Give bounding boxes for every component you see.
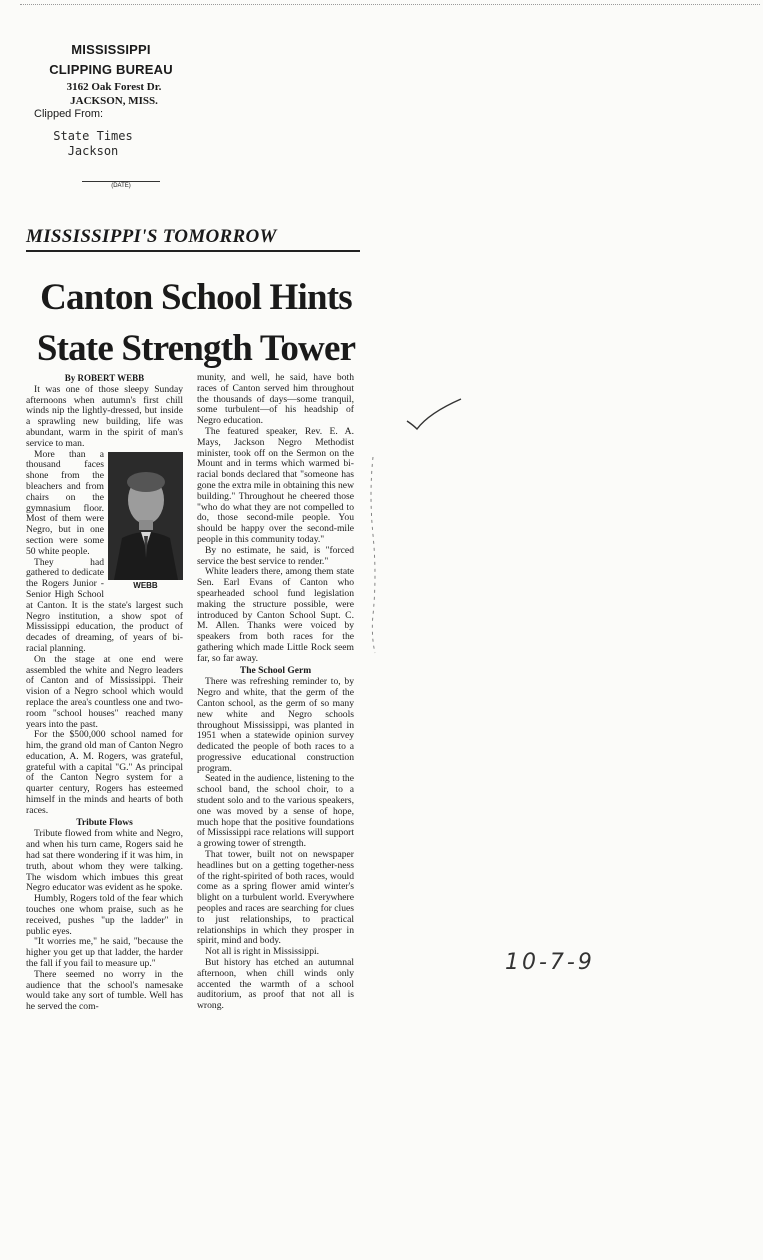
scan-edge-line xyxy=(20,4,760,7)
paragraph: That tower, built not on newspaper headlines but on a getting together-ness of the right-spirited of both races, would come as a spring flower amid winter's blight on a turbulent world. Everywhere peoples and races are searching for clues to just relationships, to practical relationships in which they prosper in spirit, mind and body. xyxy=(197,849,354,947)
handwritten-date: 10-7-9 xyxy=(505,950,595,975)
paragraph: There seemed no worry in the audience that the school's namesake would take any sort of tumble. Well has he served the com- xyxy=(26,968,183,1013)
bureau-name xyxy=(46,40,176,80)
paragraph: munity, and well, he said, have both races of Canton served him throughout the thousands of days—some tranquil, some turbulent—of his headship of Negro education. xyxy=(197,372,354,427)
paragraph: More than a thousand faces shone from the bleachers and from chairs on the gymnasium floor. Most of them were Negro, but in one section were some 50 white people. xyxy=(26,448,104,557)
paragraph: On the stage at one end were assembled the white and Negro leaders of Canton and of Mississippi. Their vision of a Negro school which would replace the area's countless one and two-room "school houses" reached many years into the past. xyxy=(26,653,183,730)
bureau-address xyxy=(54,80,174,108)
handwritten-check-icon xyxy=(405,395,465,435)
bureau-name-line2: CLIPPING BUREAU xyxy=(49,62,173,77)
paragraph: But history has etched an autumnal afternoon, when chill winds only accented the warmth of a school auditorium, as proof that not all is wrong. xyxy=(197,957,354,1012)
paragraph: "It worries me," he said, "because the higher you get up that ladder, the harder the fall if you fail to measure up." xyxy=(26,936,183,970)
article-column-1 xyxy=(26,373,183,1013)
bureau-address-line1: 3162 Oak Forest Dr. xyxy=(66,81,162,93)
paragraph: There was refreshing reminder to, by Negro and white, that the germ of the Canton school, as the germ of so many new white and Negro schools throughout Mississippi, was planted in 1951 when a statewide opinion survey dedicated the people of both races to a progressive educational construction program. xyxy=(197,676,354,774)
paragraph: Not all is right in Mississippi. xyxy=(205,946,320,958)
paragraph: White leaders there, among them state Sen. Earl Evans of Canton who spearheaded school fund legislation making the structure possible, were introduced by Canton School Supt. C. M. Allen. Thanks were voiced by speakers from both races for the gathering which made Little Rock seem far, so far away. xyxy=(197,566,354,664)
paragraph: The featured speaker, Rev. E. A. Mays, Jackson Negro Methodist minister, took off on the Sermon on the Mount and in terms which warmed bi-racial bonds declared that "someone has gone the extra mile in obtaining this new building." Throughout he cheered those "who do what they are not compelled to do, those second-mile people. You should be happy over the second-mile people in this community today." xyxy=(197,425,354,545)
author-portrait-image xyxy=(108,452,183,580)
date-label: (DATE) xyxy=(111,183,131,189)
bureau-address-line2: JACKSON, MISS. xyxy=(70,95,158,107)
paragraph: Seated in the audience, listening to the school band, the school choir, to a student solo and to the various speakers, one was moved by a sense of hope, much hope that the positive foundations of Mississippi race relations will support a growing tower of strength. xyxy=(197,773,354,850)
headline xyxy=(26,272,366,374)
subhead-school-germ: The School Germ xyxy=(239,665,312,676)
paragraph: For the $500,000 school named for him, the grand old man of Canton Negro education, A. M. Rogers, was grateful, grateful with a capital "G." As principal of the Canton Negro system for a quarter century, Rogers has esteemed himself in the minds and hearts of both races. xyxy=(26,729,183,816)
section-kicker: MISSISSIPPI'S TOMORROW xyxy=(26,226,360,252)
paragraph: It was one of those sleepy Sunday afternoons when autumn's first chill winds nip the lightly-dressed, but inside a sprawling new building, life was abundant, warm in the spirit of man's service to man. xyxy=(26,383,183,449)
headline-line1: Canton School Hints xyxy=(40,277,352,318)
paragraph: They had gathered to dedicate the Rogers Junior - Senior High School at Canton. It is the state's largest such Negro institution, a show spot of Mississippi education, the product of decades of dreaming, of years of bi-racial planning. xyxy=(26,556,183,654)
source-line1: State Times xyxy=(53,129,133,143)
margin-bracket-icon xyxy=(367,455,387,655)
source-line2: Jackson xyxy=(67,144,119,158)
byline: By ROBERT WEBB xyxy=(64,373,145,383)
clipped-from-label: Clipped From: xyxy=(34,108,104,120)
subhead-tribute: Tribute Flows xyxy=(76,817,133,828)
article-column-2 xyxy=(197,373,354,1012)
date-rule xyxy=(82,181,160,182)
bureau-name-line1: MISSISSIPPI xyxy=(71,42,151,57)
author-photo xyxy=(108,452,183,592)
headline-line2: State Strength Tower xyxy=(36,328,356,369)
paragraph: By no estimate, he said, is "forced service the best service to render." xyxy=(197,544,354,567)
photo-caption: WEBB xyxy=(133,580,158,590)
paragraph: Humbly, Rogers told of the fear which touches one whom praise, such as he received, pushes "up the ladder" in public eyes. xyxy=(26,893,183,937)
paragraph: Tribute flowed from white and Negro, and when his turn came, Rogers said he had sat there wondering if it was him, in truth, about whom they were talking. The wisdom which imbues this great Negro educator was evident as he spoke. xyxy=(26,828,183,894)
portrait-illustration xyxy=(108,452,183,580)
source-publication xyxy=(48,129,138,159)
